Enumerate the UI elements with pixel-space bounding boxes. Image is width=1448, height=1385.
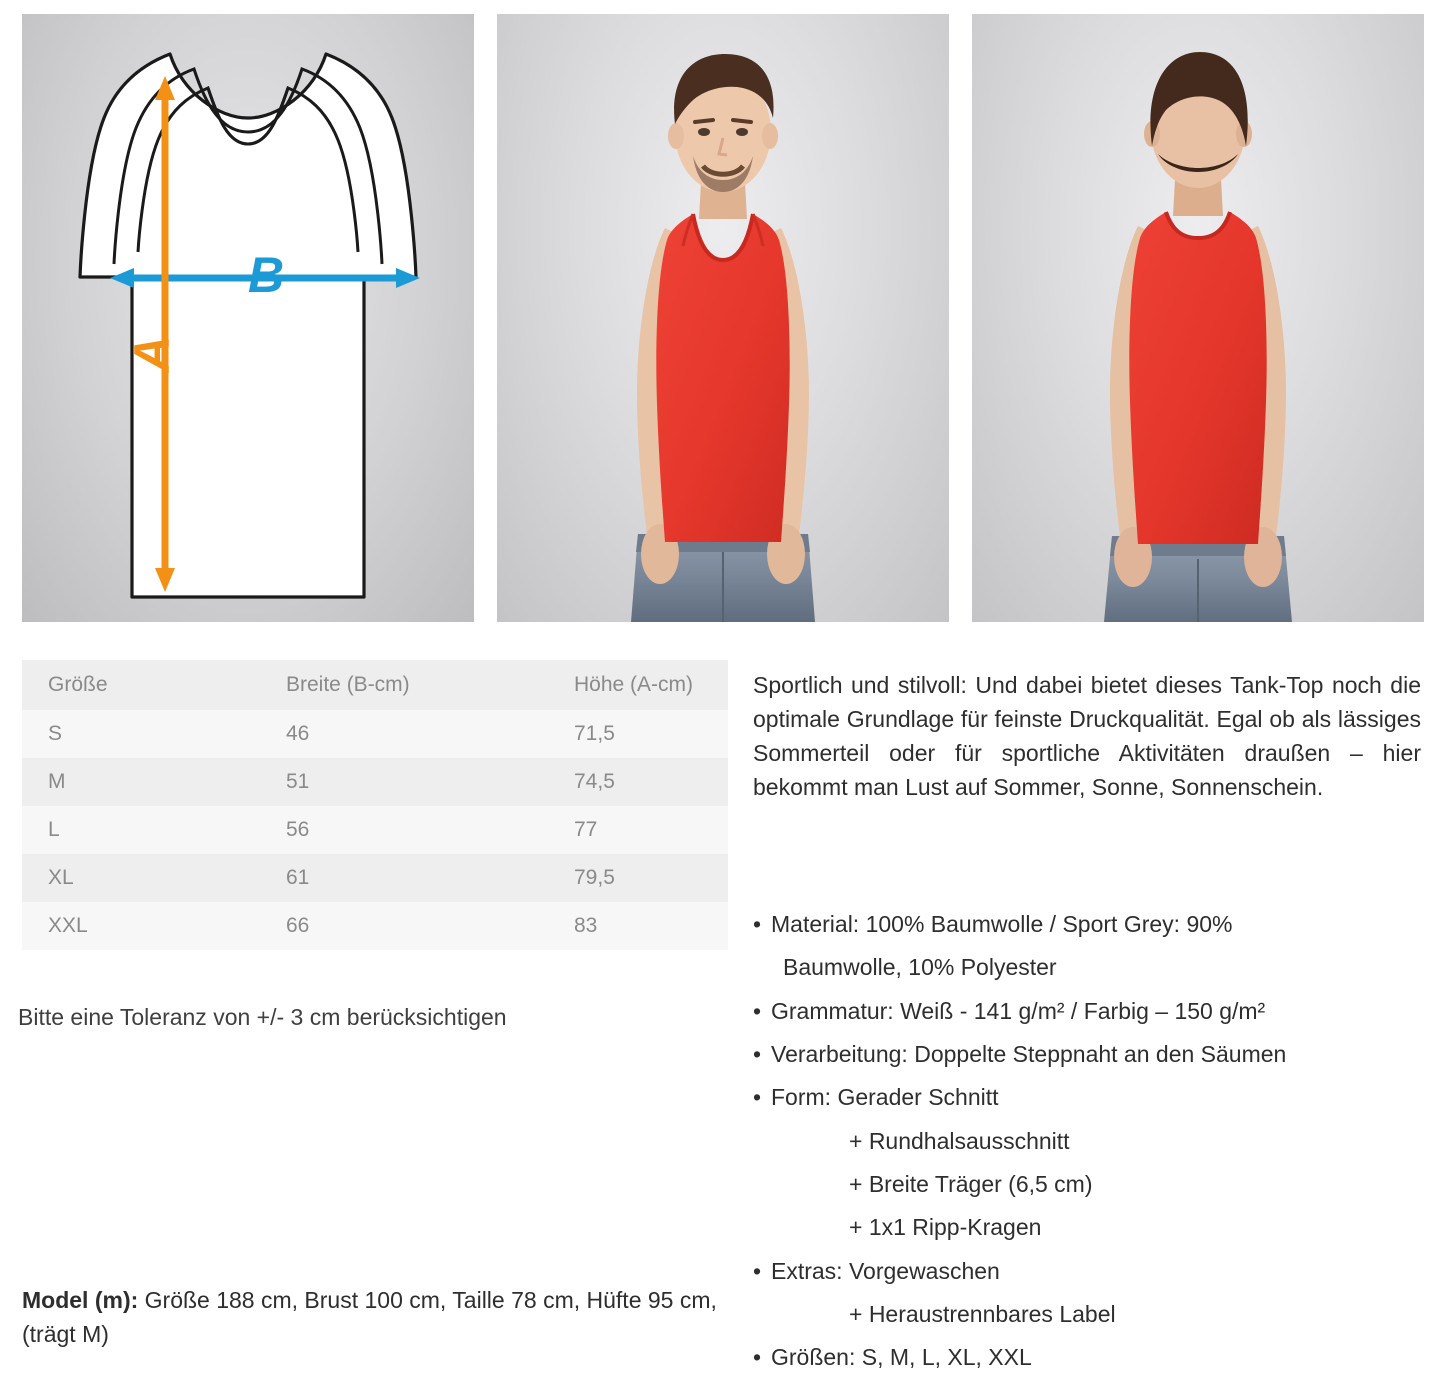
sub-item: + Breite Träger (6,5 cm): [849, 1171, 1093, 1198]
size-table-head: [22, 660, 728, 710]
cell-size: L: [22, 806, 260, 854]
list-item: [753, 1081, 1433, 1114]
cell-width: 61: [260, 854, 548, 902]
cell-width: 51: [260, 758, 548, 806]
list-item-label: Form: Gerader Schnitt: [771, 1084, 999, 1111]
table-header-row: [22, 660, 728, 710]
bullet-dot-icon: •: [753, 1084, 762, 1111]
header-width: Breite (B-cm): [260, 660, 548, 710]
size-diagram-panel: [22, 14, 474, 622]
table-row: [22, 806, 728, 854]
label-a: A: [124, 335, 180, 373]
cell-height: 83: [548, 902, 728, 950]
cell-height: 79,5: [548, 854, 728, 902]
model-measurements-text: Größe 188 cm, Brust 100 cm, Taille 78 cm, Hüfte 95 cm, (trägt M): [22, 1287, 717, 1348]
size-table-body: [22, 710, 728, 950]
model-back-panel: [972, 14, 1424, 622]
table-row: [22, 902, 728, 950]
cell-height: 77: [548, 806, 728, 854]
list-item: [753, 1341, 1433, 1374]
list-item: [753, 995, 1433, 1028]
table-row: [22, 758, 728, 806]
model-label: Model (m):: [22, 1287, 139, 1313]
product-images-row: [22, 14, 1426, 622]
list-item-label: Größen: S, M, L, XL, XXL: [771, 1344, 1032, 1371]
product-features-list: [753, 908, 1433, 1385]
cell-size: XL: [22, 854, 260, 902]
bullet-dot-icon: •: [753, 1257, 762, 1284]
label-b: B: [247, 247, 285, 303]
list-item-label: Verarbeitung: Doppelte Steppnaht an den Säumen: [771, 1041, 1287, 1068]
list-item-label: Grammatur: Weiß - 141 g/m² / Farbig – 150 g/m²: [771, 997, 1266, 1024]
list-item: [753, 1038, 1433, 1071]
tank-top-diagram-icon: [22, 14, 474, 622]
model-front-panel: [497, 14, 949, 622]
cell-size: S: [22, 710, 260, 758]
cell-height: 74,5: [548, 758, 728, 806]
bullet-dot-icon: •: [753, 1344, 762, 1371]
list-item: [753, 1255, 1433, 1288]
bullet-dot-icon: •: [753, 911, 762, 937]
list-item-continuation: Baumwolle, 10% Polyester: [783, 954, 1057, 981]
model-back-photo: [972, 14, 1424, 622]
cell-size: M: [22, 758, 260, 806]
list-item-label: Extras: Vorgewaschen: [771, 1257, 1000, 1284]
model-measurements-note: [22, 1283, 722, 1351]
cell-width: 66: [260, 902, 548, 950]
bullet-dot-icon: •: [753, 1041, 762, 1068]
cell-height: 71,5: [548, 710, 728, 758]
cell-width: 56: [260, 806, 548, 854]
sub-item: + 1x1 Ripp-Kragen: [849, 1214, 1042, 1241]
bullet-dot-icon: •: [753, 997, 762, 1024]
sub-item: + Rundhalsausschnitt: [849, 1127, 1070, 1154]
product-description: Sportlich und stilvoll: Und dabei bietet dieses Tank-Top noch die optimale Grundlage für feinste Druckqualität. Egal ob als lässiges Sommerteil oder für sportliche Aktivitäten draußen – hier bekommt man Lust auf Sommer, Sonne, Sonnenschein.: [753, 672, 1421, 801]
list-item-label: Material: 100% Baumwolle / Sport Grey: 90%: [771, 911, 1233, 937]
tolerance-note: Bitte eine Toleranz von +/- 3 cm berücksichtigen: [18, 1004, 507, 1030]
cell-width: 46: [260, 710, 548, 758]
list-item: [753, 908, 1433, 941]
sub-item: + Heraustrennbares Label: [849, 1301, 1116, 1328]
table-row: [22, 710, 728, 758]
model-front-photo: [497, 14, 949, 622]
header-height: Höhe (A-cm): [548, 660, 728, 710]
header-size: Größe: [22, 660, 260, 710]
size-table: [22, 660, 728, 950]
cell-size: XXL: [22, 902, 260, 950]
table-row: [22, 854, 728, 902]
